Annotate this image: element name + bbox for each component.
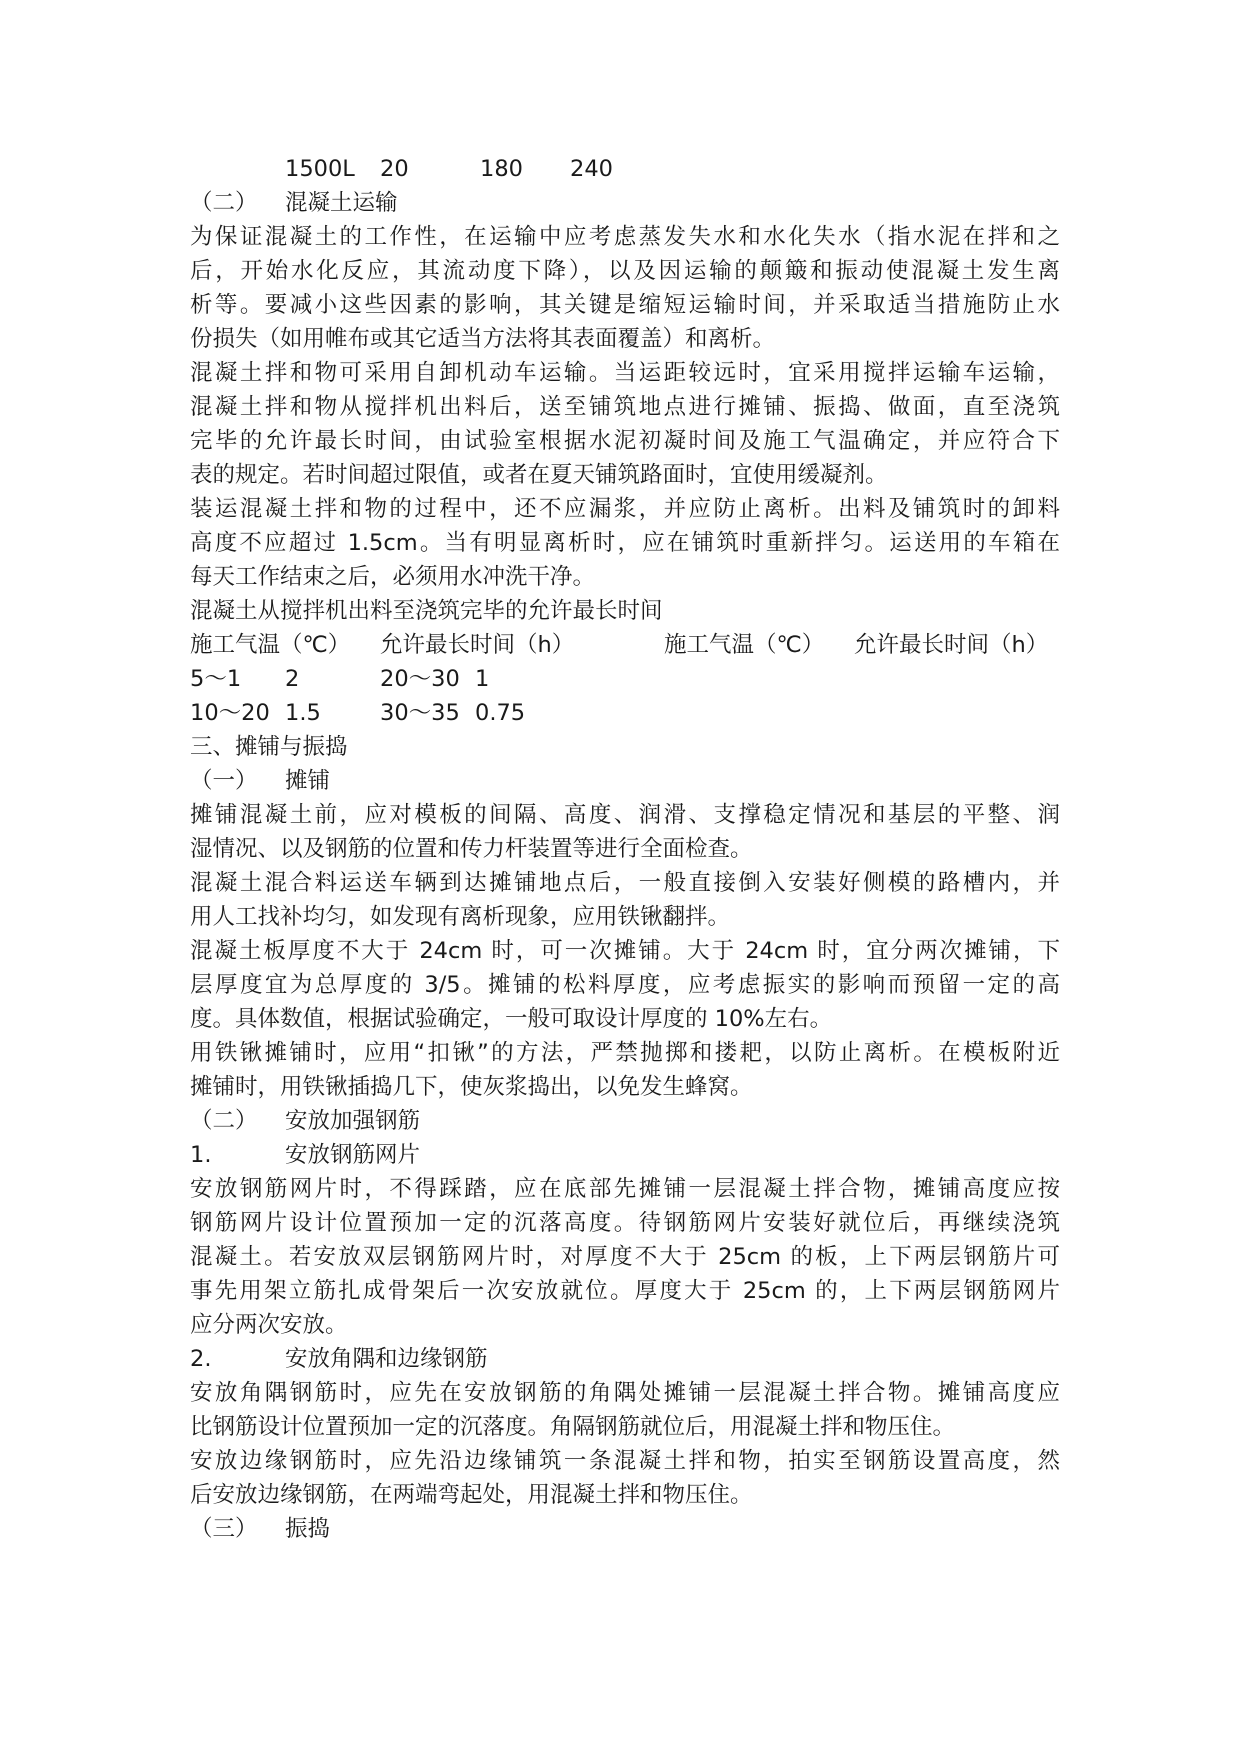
paragraph: [190, 1376, 1060, 1444]
paragraph: [190, 1172, 1060, 1342]
subsection-heading: [190, 1104, 1060, 1138]
cell: 10～20: [190, 700, 270, 726]
text-line: 安放边缘钢筋时，应先沿边缘铺筑一条混凝土拌和物，拍实至钢筋设置高度，然: [190, 1448, 1060, 1474]
text-line: 高度不应超过 1.5cm。当有明显离析时，应在铺筑时重新拌匀。运送用的车箱在: [190, 530, 1060, 556]
text-line: 析等。要减小这些因素的影响，其关键是缩短运输时间，并采取适当措施防止水: [190, 292, 1060, 318]
heading-number: （三）: [190, 1516, 258, 1542]
text-line: 用人工找补均匀，如发现有离析现象，应用铁锹翻拌。: [190, 904, 731, 930]
paragraph: [190, 798, 1060, 866]
paragraph: [190, 934, 1060, 1036]
cell: 0.75: [475, 700, 526, 726]
paragraph: [190, 866, 1060, 934]
paragraph: [190, 1444, 1060, 1512]
column-header: 施工气温（℃）: [664, 632, 825, 658]
text-line: 事先用架立筋扎成骨架后一次安放就位。厚度大于 25cm 的，上下两层钢筋网片: [190, 1278, 1060, 1304]
text-line: 表的规定。若时间超过限值，或者在夏天铺筑路面时，宜使用缓凝剂。: [190, 462, 888, 488]
text-line: 混凝土拌和物可采用自卸机动车运输。当运距较远时，宜采用搅拌运输车运输，: [190, 360, 1060, 386]
column-header: 允许最长时间（h）: [854, 632, 1049, 658]
cell: 1500L: [285, 156, 355, 182]
item-heading: [190, 1138, 1060, 1172]
cell: 1: [475, 666, 490, 692]
heading-number: （二）: [190, 190, 258, 216]
text-line: 每天工作结束之后，必须用水冲洗干净。: [190, 564, 596, 590]
column-header: 允许最长时间（h）: [380, 632, 575, 658]
text-line: 比钢筋设计位置预加一定的沉落度。角隔钢筋就位后，用混凝土拌和物压住。: [190, 1414, 956, 1440]
cell: 240: [570, 156, 613, 182]
cell: 30～35: [380, 700, 460, 726]
text-line: 完毕的允许最长时间，由试验室根据水泥初凝时间及施工气温确定，并应符合下: [190, 428, 1060, 454]
cell: 20～30: [380, 666, 460, 692]
text-line: 混凝土。若安放双层钢筋网片时，对厚度不大于 25cm 的板，上下两层钢筋片可: [190, 1244, 1060, 1270]
paragraph: [190, 1036, 1060, 1104]
heading-number: （二）: [190, 1108, 258, 1134]
text-line: 摊铺混凝土前，应对模板的间隔、高度、润滑、支撑稳定情况和基层的平整、润: [190, 802, 1060, 828]
cell: 5～1: [190, 666, 242, 692]
text-line: 度。具体数值，根据试验确定，一般可取设计厚度的 10%左右。: [190, 1006, 833, 1032]
item-number: 2.: [190, 1346, 212, 1372]
item-title: 安放角隅和边缘钢筋: [285, 1346, 488, 1372]
table-header-row: [190, 628, 1060, 662]
text-line: 份损失（如用帷布或其它适当方法将其表面覆盖）和离析。: [190, 326, 776, 352]
section-heading: 三、摊铺与振捣: [190, 734, 348, 760]
text-line: 混凝土板厚度不大于 24cm 时，可一次摊铺。大于 24cm 时，宜分两次摊铺，下: [190, 938, 1060, 964]
column-header: 施工气温（℃）: [190, 632, 351, 658]
text-line: 后，开始水化反应，其流动度下降），以及因运输的颠簸和振动使混凝土发生离: [190, 258, 1060, 284]
heading-title: 摊铺: [285, 768, 331, 794]
text-line: 钢筋网片设计位置预加一定的沉落高度。待钢筋网片安装好就位后，再继续浇筑: [190, 1210, 1060, 1236]
item-title: 安放钢筋网片: [285, 1142, 421, 1168]
table-title: 混凝土从搅拌机出料至浇筑完毕的允许最长时间: [190, 598, 663, 624]
text-line: 湿情况、以及钢筋的位置和传力杆装置等进行全面检查。: [190, 836, 753, 862]
heading-number: （一）: [190, 768, 258, 794]
table-row: [190, 662, 1060, 696]
text-line: 后安放边缘钢筋，在两端弯起处，用混凝土拌和物压住。: [190, 1482, 753, 1508]
heading-title: 振捣: [285, 1516, 331, 1542]
text-line: 混凝土拌和物从搅拌机出料后，送至铺筑地点进行摊铺、振捣、做面，直至浇筑: [190, 394, 1060, 420]
item-heading: [190, 1342, 1060, 1376]
text-line: 应分两次安放。: [190, 1312, 348, 1338]
text-line: 用铁锹摊铺时，应用“扣锹”的方法，严禁抛掷和搂耙，以防止离析。在模板附近: [190, 1040, 1060, 1066]
cell: 20: [380, 156, 409, 182]
text-line: 安放钢筋网片时，不得踩踏，应在底部先摊铺一层混凝土拌合物，摊铺高度应按: [190, 1176, 1060, 1202]
cell: 1.5: [285, 700, 321, 726]
table-row-residual: [190, 152, 1060, 186]
item-number: 1.: [190, 1142, 212, 1168]
paragraph: [190, 492, 1060, 594]
text-line: 层厚度宜为总厚度的 3/5。摊铺的松料厚度，应考虑振实的影响而预留一定的高: [190, 972, 1060, 998]
heading-title: 安放加强钢筋: [285, 1108, 421, 1134]
heading-title: 混凝土运输: [285, 190, 398, 216]
paragraph: [190, 220, 1060, 356]
paragraph: [190, 356, 1060, 492]
text-line: 为保证混凝土的工作性，在运输中应考虑蒸发失水和水化失水（指水泥在拌和之: [190, 224, 1060, 250]
table-row: [190, 696, 1060, 730]
text-line: 摊铺时，用铁锹插捣几下，使灰浆捣出，以免发生蜂窝。: [190, 1074, 753, 1100]
time-table: [190, 628, 1060, 730]
subsection-heading: [190, 764, 1060, 798]
text-line: 装运混凝土拌和物的过程中，还不应漏浆，并应防止离析。出料及铺筑时的卸料: [190, 496, 1060, 522]
subsection-heading: [190, 1512, 1060, 1546]
cell: 180: [480, 156, 523, 182]
document-page: [190, 152, 1060, 1546]
cell: 2: [285, 666, 300, 692]
text-line: 混凝土混合料运送车辆到达摊铺地点后，一般直接倒入安装好侧模的路槽内，并: [190, 870, 1060, 896]
text-line: 安放角隅钢筋时，应先在安放钢筋的角隅处摊铺一层混凝土拌合物。摊铺高度应: [190, 1380, 1060, 1406]
section-heading: [190, 186, 1060, 220]
